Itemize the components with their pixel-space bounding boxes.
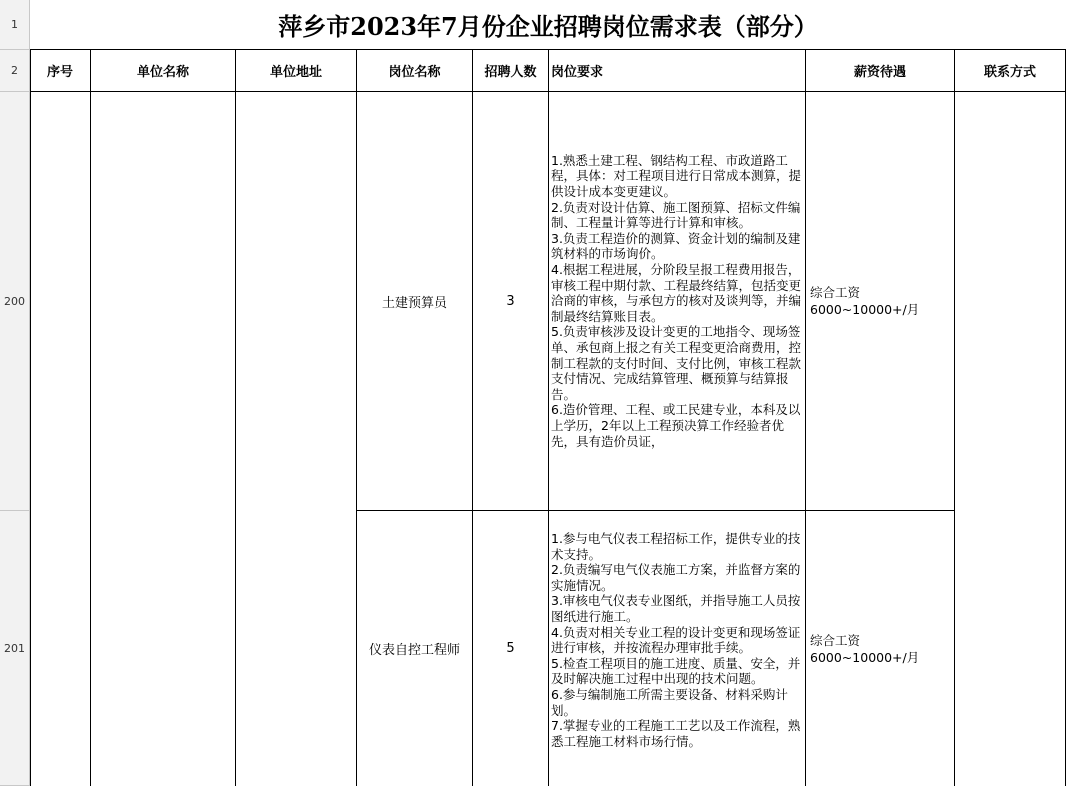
requirement-line: 3.审核电气仪表专业图纸，并指导施工人员按图纸进行施工。	[551, 593, 801, 624]
row-header-2[interactable]: 2	[0, 50, 30, 92]
requirement-line: 3.负责工程造价的测算、资金计划的编制及建筑材料的市场询价。	[551, 230, 801, 262]
requirement-line: 1.参与电气仪表工程招标工作，提供专业的技术支持。	[551, 531, 801, 562]
table-row-count[interactable]: 5	[473, 511, 549, 786]
table-row-requirements[interactable]	[549, 92, 806, 511]
table-row-salary[interactable]	[806, 92, 955, 511]
row-header-1[interactable]: 1	[0, 0, 30, 50]
header-contact[interactable]: 联系方式	[955, 50, 1066, 92]
company-merged-cell[interactable]	[91, 92, 236, 786]
header-count[interactable]: 招聘人数	[473, 50, 549, 92]
address-merged-cell[interactable]	[236, 92, 357, 786]
table-row-position[interactable]: 仪表自控工程师	[357, 511, 473, 786]
seq-merged-cell[interactable]	[30, 92, 91, 786]
table-row-requirements[interactable]	[549, 511, 806, 786]
row-header-201[interactable]: 201	[0, 511, 30, 786]
grid-left-border	[30, 50, 31, 786]
header-company[interactable]: 单位名称	[91, 50, 236, 92]
header-position[interactable]: 岗位名称	[357, 50, 473, 92]
requirement-line: 6.参与编制施工所需主要设备、材料采购计划。	[551, 686, 788, 718]
requirement-line: 2.负责对设计估算、施工图预算、招标文件编制、工程量计算等进行计算和审核。	[551, 199, 801, 231]
salary-text: 综合工资6000~10000+/月	[810, 632, 920, 665]
requirement-line: 6.造价管理、工程、或工民建专业，本科及以上学历，2年以上工程预决算工作经验者优先，具有造价员证，	[551, 402, 801, 449]
table-row-count[interactable]: 3	[473, 92, 549, 511]
row-header-200[interactable]: 200	[0, 92, 30, 511]
sheet-title[interactable]: 萍乡市2023年7月份企业招聘岗位需求表（部分）	[30, 0, 1066, 50]
requirement-line: 1.熟悉土建工程、钢结构工程、市政道路工程，具体：对工程项目进行日常成本测算，提供设计成本变更建议。	[551, 152, 802, 200]
salary-text: 综合工资6000~10000+/月	[810, 285, 920, 317]
header-requirements[interactable]: 岗位要求	[549, 50, 806, 92]
requirement-line: 4.根据工程进展，分阶段呈报工程费用报告，审核工程中期付款、工程最终结算，包括变更洽商的审核，与承包方的核对及谈判等，并编制最终结算账目表。	[551, 262, 802, 324]
requirement-line: 7.掌握专业的工程施工工艺以及工作流程，熟悉工程施工材料市场行情。	[551, 718, 801, 749]
requirement-line: 5.负责审核涉及设计变更的工地指令、现场签单、承包商上报之有关工程变更洽商费用，控制工程款的支付时间、支付比例，审核工程款支付情况、完成结算管理、概预算与结算报告。	[551, 324, 802, 402]
requirement-line: 2.负责编写电气仪表施工方案，并监督方案的实施情况。	[551, 562, 801, 593]
table-row-salary[interactable]	[806, 511, 955, 786]
table-row-position[interactable]: 土建预算员	[357, 92, 473, 511]
header-address[interactable]: 单位地址	[236, 50, 357, 92]
header-salary[interactable]: 薪资待遇	[806, 50, 955, 92]
requirement-line: 5.检查工程项目的施工进度、质量、安全，并及时解决施工过程中出现的技术问题。	[551, 655, 801, 687]
requirement-line: 4.负责对相关专业工程的设计变更和现场签证进行审核，并按流程办理审批手续。	[551, 624, 801, 656]
header-seq[interactable]: 序号	[30, 50, 91, 92]
contact-merged-cell[interactable]	[955, 92, 1066, 786]
